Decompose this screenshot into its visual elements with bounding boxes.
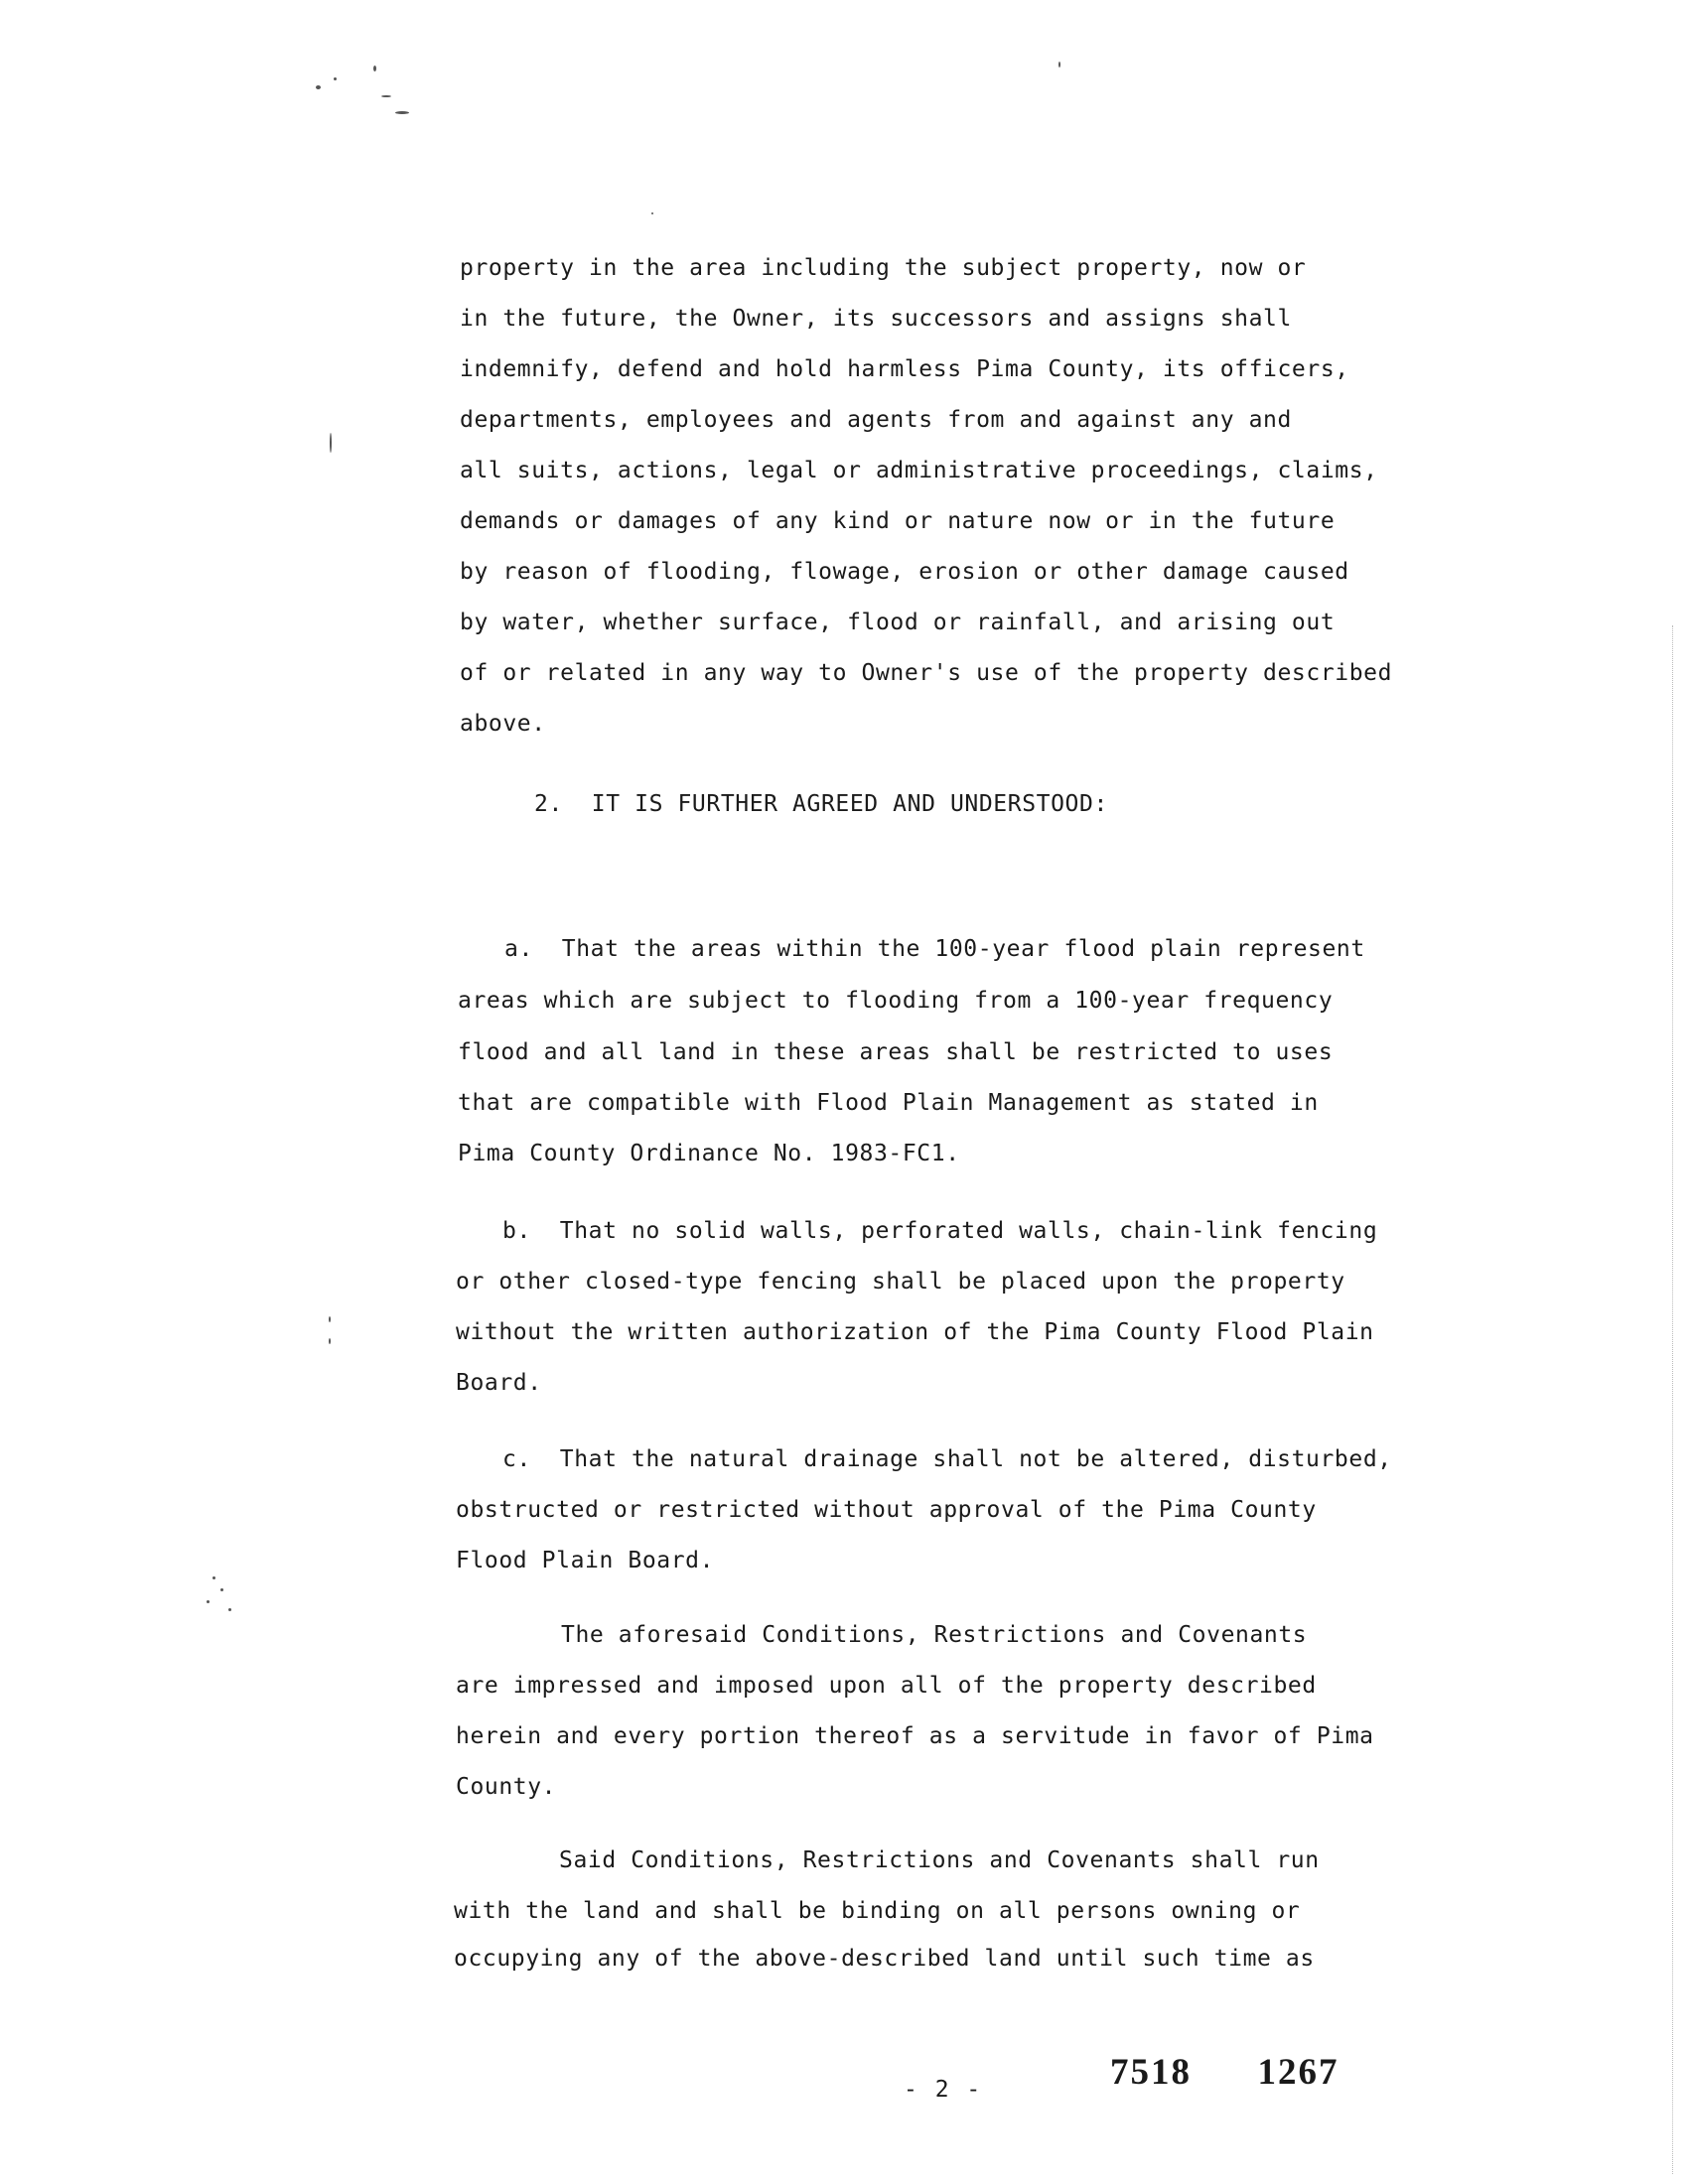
scan-speck: [334, 77, 337, 80]
scan-speck: [329, 1338, 331, 1344]
text-line: The aforesaid Conditions, Restrictions and Covenants: [561, 1622, 1308, 1648]
recording-reference: 7518 1267: [1110, 2052, 1340, 2093]
text-line: County.: [456, 1774, 557, 1800]
text-line: Said Conditions, Restrictions and Covenants shall run: [559, 1847, 1320, 1873]
text-line: Flood Plain Board.: [456, 1548, 715, 1573]
text-line: departments, employees and agents from and against any and: [460, 407, 1292, 433]
text-line: above.: [460, 711, 546, 737]
text-line: without the written authorization of the Pima County Flood Plain: [456, 1319, 1374, 1345]
text-line: of or related in any way to Owner's use of the property described: [460, 660, 1393, 686]
text-line: that are compatible with Flood Plain Management as stated in: [458, 1090, 1319, 1116]
text-line: by water, whether surface, flood or rainfall, and arising out: [460, 610, 1336, 635]
page-number: - 2 -: [904, 2077, 983, 2103]
text-line: a. That the areas within the 100-year flood plain represent: [504, 936, 1365, 962]
scan-speck: [330, 433, 332, 453]
scan-speck: [329, 1316, 331, 1322]
text-line: c. That the natural drainage shall not be altered, disturbed,: [502, 1446, 1392, 1472]
text-line: Board.: [456, 1370, 542, 1396]
text-line: obstructed or restricted without approval of the Pima County: [456, 1497, 1317, 1523]
scan-speck: [316, 85, 321, 89]
text-line: in the future, the Owner, its successors and assigns shall: [460, 306, 1292, 332]
text-line: with the land and shall be binding on all persons owning or: [454, 1898, 1301, 1924]
scan-speck: [381, 95, 391, 97]
text-line: occupying any of the above-described land until such time as: [454, 1946, 1315, 1972]
text-line: Pima County Ordinance No. 1983-FC1.: [458, 1141, 960, 1166]
text-line: b. That no solid walls, perforated walls, chain-link fencing: [502, 1218, 1378, 1244]
scan-speck: [220, 1588, 223, 1591]
scan-speck: [207, 1600, 210, 1603]
text-line: herein and every portion thereof as a servitude in favor of Pima: [456, 1723, 1374, 1749]
text-line: property in the area including the subject property, now or: [460, 255, 1307, 281]
text-line: by reason of flooding, flowage, erosion or other damage caused: [460, 559, 1349, 585]
section-heading: 2. IT IS FURTHER AGREED AND UNDERSTOOD:: [534, 791, 1108, 817]
scan-speck: [1058, 62, 1060, 68]
text-line: all suits, actions, legal or administrative proceedings, claims,: [460, 458, 1378, 483]
scan-speck: [228, 1608, 231, 1611]
text-line: areas which are subject to flooding from a 100-year frequency: [458, 988, 1334, 1014]
text-line: flood and all land in these areas shall be restricted to uses: [458, 1039, 1334, 1065]
text-line: are impressed and imposed upon all of the property described: [456, 1673, 1317, 1699]
text-line: demands or damages of any kind or nature now or in the future: [460, 508, 1336, 534]
text-line: or other closed-type fencing shall be placed upon the property: [456, 1269, 1345, 1295]
scan-speck: [212, 1576, 215, 1579]
scan-speck: [395, 111, 409, 114]
scan-speck: [373, 66, 376, 71]
scan-edge: [1672, 625, 1674, 2174]
text-line: indemnify, defend and hold harmless Pima County, its officers,: [460, 356, 1349, 382]
scan-speck: [651, 212, 653, 214]
